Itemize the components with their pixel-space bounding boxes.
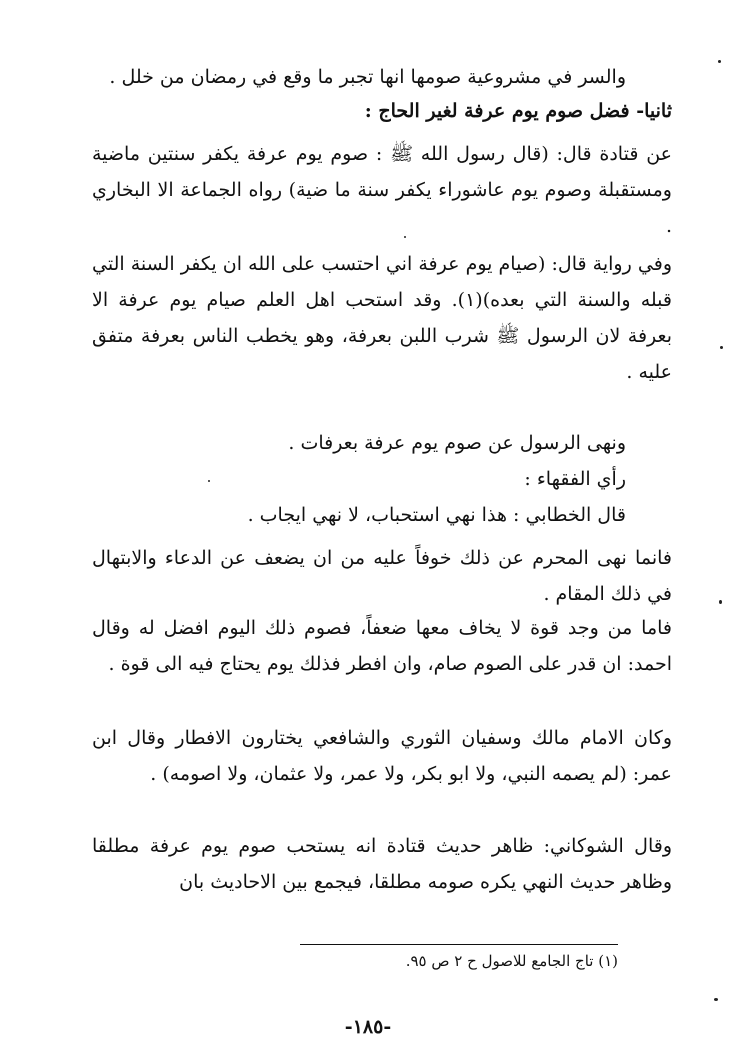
page-number: -١٨٥-: [344, 1016, 392, 1038]
scan-speck: [208, 480, 210, 482]
scan-speck: [720, 346, 723, 349]
footnote-divider: [300, 944, 618, 945]
scan-speck: [718, 60, 721, 63]
paragraph-shawkani: وقال الشوكاني: ظاهر حديث قتادة انه يستحب صوم يوم عرفة مطلقا وظاهر حديث النهي يكره صومه مطلقا، فيجمع بين الاحاديث بان: [92, 835, 672, 893]
paragraph-muhrim: فانما نهى المحرم عن ذلك خوفاً عليه من ان يضعف عن الدعاء والابتهال في ذلك المقام .: [92, 547, 672, 605]
paragraph-malik: وكان الامام مالك وسفيان الثوري والشافعي يختارون الافطار وقال ابن عمر: (لم يصمه النبي، ولا ابو بكر، ولا عمر، ولا عثمان، ولا اصومه) .: [92, 727, 672, 785]
scan-speck: [714, 998, 718, 1001]
scan-speck: [719, 600, 722, 604]
paragraph-quwwa: فاما من وجد قوة لا يخاف معها ضعفاً، فصوم ذلك اليوم افضل له وقال احمد: ان قدر على الصوم صام، وان افطر فذلك يوم يحتاج فيه الى قوة .: [92, 617, 672, 675]
paragraph-riwaya: وفي رواية قال: (صيام يوم عرفة اني احتسب على الله ان يكفر السنة التي قبله والسنة التي بعده)(١). وقد استحب اهل العلم صيام يوم عرفة الا بعرفة لان الرسول ﷺ شرب اللبن بعرفة، وهو يخطب الناس بعرفة متفق عليه .: [92, 253, 672, 383]
text-line-intro: والسر في مشروعية صومها انها تجبر ما وقع في رمضان من خلل .: [109, 66, 626, 88]
footnote-text: (١) تاج الجامع للاصول ح ٢ ص ٩٥.: [405, 952, 618, 970]
section-heading: ثانيا- فضل صوم يوم عرفة لغير الحاج :: [364, 100, 672, 122]
text-line-khattabi: قال الخطابي : هذا نهي استحباب، لا نهي ايجاب .: [247, 504, 626, 526]
text-line-nahy: ونهى الرسول عن صوم يوم عرفة بعرفات .: [288, 432, 626, 454]
paragraph-qatada: عن قتادة قال: (قال رسول الله ﷺ : صوم يوم عرفة يكفر سنتين ماضية ومستقبلة وصوم يوم عاشوراء يكفر سنة ما ضية) رواه الجماعة الا البخاري .: [92, 143, 672, 237]
scan-speck: [404, 236, 406, 238]
text-line-fuqaha: رأي الفقهاء :: [524, 468, 626, 490]
